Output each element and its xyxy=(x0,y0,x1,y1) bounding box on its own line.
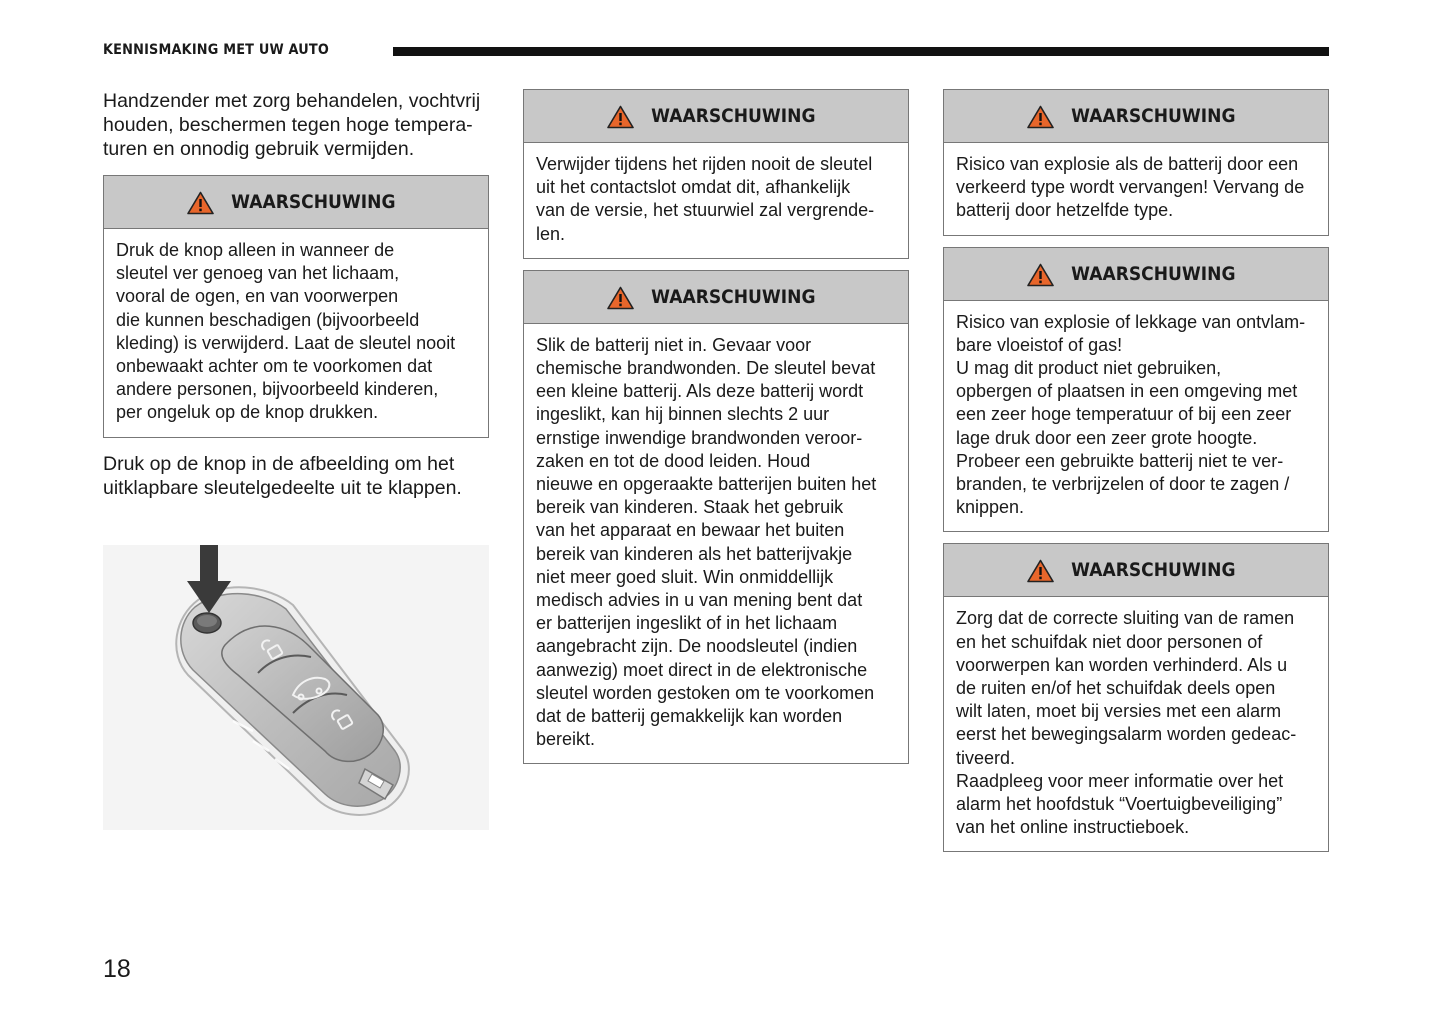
warning-title: WAARSCHUWING xyxy=(1071,559,1236,582)
warning-text: Slik de batterij niet in. Gevaar voor chemische brandwonden. De sleutel bevat een kleine batterij. Als deze batterij wordt ingeslikt, kan hij binnen slechts 2 uur ernstige inwendige brandwonden veroor- zaken en tot de dood leiden. Houd nieuwe en opgeraakte batterijen buiten het bereik van kinderen. Staak het gebruik van het apparaat en bewaar het buiten bereik van kinderen als het batterijvakje niet meer goed sluit. Win onmiddellijk medisch advies in u van mening bent dat er batterijen ingeslikt of in het lichaam aangebracht zijn. De noodsleutel (indien aanwezig) moet direct in de elektronische sleutel worden gestoken om te voorkomen dat de batterij gemakkelijk kan worden bereikt. xyxy=(536,334,877,750)
warning-title: WAARSCHUWING xyxy=(651,105,816,127)
warning-header xyxy=(944,248,1328,301)
header-rule xyxy=(393,47,1329,56)
warning-text: Zorg dat de correcte sluiting van de ramen en het schuifdak niet door personen of voorwerpen kan worden verhinderd. Als u de ruiten en/of het schuifdak deels open wilt laten, moet bij versies met een alarm eerst het bewegingsalarm worden gedeac- tiveerd. Raadpleeg voor meer informatie over het alarm het hoofdstuk “Voertuigbeveiliging” van het online instructieboek. xyxy=(956,608,1297,838)
instruction-paragraph: Druk op de knop in de afbeelding om het uitklapbare sleutelgedeelte uit te klappen. xyxy=(103,452,462,499)
warning-title: WAARSCHUWING xyxy=(1071,262,1236,285)
arrow-down-icon xyxy=(185,545,233,615)
warning-triangle-icon xyxy=(187,191,214,215)
warning-box xyxy=(523,89,909,259)
page-number: 18 xyxy=(103,955,131,983)
column-2 xyxy=(523,89,909,764)
warning-text: Risico van explosie of lekkage van ontvlam- bare vloeistof of gas! U mag dit product niet gebruiken, opbergen of plaatsen in een omgeving met een zeer hoge temperatuur of bij een zeer lage druk door een zeer grote hoogte. Probeer een gebruikte batterij niet te ver- branden, te verbrijzelen of door te zagen / knippen. xyxy=(956,311,1306,518)
section-title: KENNISMAKING MET UW AUTO xyxy=(103,42,330,58)
warning-triangle-icon xyxy=(1027,105,1054,129)
column-1 xyxy=(103,89,489,500)
warning-title: WAARSCHUWING xyxy=(1071,105,1236,127)
warning-header xyxy=(944,544,1328,597)
warning-triangle-icon xyxy=(1027,263,1054,287)
warning-text: Druk de knop alleen in wanneer de sleutel ver genoeg van het lichaam, vooral de ogen, en van voorwerpen die kunnen beschadigen (bijvoorbeeld kleding) is verwijderd. Laat de sleutel nooit onbewaakt achter om te voorkomen dat andere personen, bijvoorbeeld kinderen, per ongeluk op de knop drukken. xyxy=(116,240,456,423)
warning-title: WAARSCHUWING xyxy=(231,191,396,213)
warning-box xyxy=(943,543,1329,852)
warning-box xyxy=(523,270,909,765)
flip-key-fob-icon xyxy=(103,545,489,830)
warning-box xyxy=(943,247,1329,533)
warning-triangle-icon xyxy=(607,105,634,129)
key-illustration xyxy=(103,545,489,830)
warning-triangle-icon xyxy=(607,286,634,310)
warning-box xyxy=(103,175,489,438)
column-3 xyxy=(943,89,1329,852)
warning-triangle-icon xyxy=(1027,559,1054,583)
intro-paragraph: Handzender met zorg behandelen, vochtvrij houden, beschermen tegen hoge tempera- turen en onnodig gebruik vermijden. xyxy=(103,90,481,160)
warning-header xyxy=(944,90,1328,143)
warning-text: Risico van explosie als de batterij door een verkeerd type wordt vervangen! Vervang de batterij door hetzelfde type. xyxy=(956,154,1305,221)
warning-text: Verwijder tijdens het rijden nooit de sleutel uit het contactslot omdat dit, afhankelijk van de versie, het stuurwiel zal vergrende- len. xyxy=(536,154,875,244)
warning-header xyxy=(524,271,908,324)
warning-box xyxy=(943,89,1329,236)
warning-header xyxy=(104,176,488,229)
warning-header xyxy=(524,90,908,143)
warning-title: WAARSCHUWING xyxy=(651,285,816,308)
